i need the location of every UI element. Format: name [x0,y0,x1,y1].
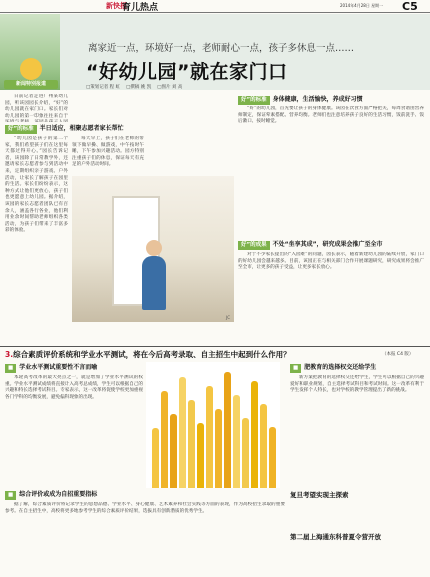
byline-writer: □撰稿 姚 凯 [126,85,152,90]
photo-credit: JC [226,315,230,320]
article-intro: 日前记者走进广州某幼儿园，听该园园长介绍，“好”的幼儿园就在家门口。家长们对幼儿园的第一印象往往来自于 [5,94,68,119]
headline-banner [0,14,430,90]
pencil-shape [161,391,168,488]
masthead [0,0,430,13]
article-subtitle-1: 好”的标准 半日适应，相聚志愿者家长帮忙 [5,124,124,133]
pencil-shape [197,423,204,488]
pencil-shape [242,418,249,488]
pencil-shape [269,427,276,488]
newspaper-logo: 新快报 [106,2,127,10]
article-subtitle-2: 好”的标准 身体健康，生活愉快，养成好习惯 [238,95,363,104]
byline-photo: □图片 刘 高 [157,85,183,90]
article-column-4: 对于不少家长提出的“入园难”的问题，园长表示，随着新建幼儿园的陆续开放，家门口的好幼儿园会越来越多。目前，该园正在与相关部门合作开展课题研究，研究成果将会推广至全市，让更多的孩子受益，让更多家长放心。 [238,252,424,271]
pencil-shape [215,409,222,488]
pencil-shape [233,395,240,488]
article-photo [72,176,234,322]
child-image [142,256,166,310]
section-3-subtitle-e: 第二届上海通东科普夏令营开放 [290,533,381,541]
pencil-shape [170,414,177,488]
section-3-column-a: 本轮高考改革的最大亮点之一，就是增加了学业水平测试的权重。学业水平测试成绩将直接计入高考总成绩，学生可以根据自己的兴趣和特长选择考试科目。专家表示，这一改革将促使学校更加重视各门学科的均衡发展，避免偏科现象的出现。 [5,375,143,400]
section-3-column-b: 据了解，综合素质评价将记录学生的思想品德、学业水平、身心健康、艺术素养和社会实践等方面的表现，作为高校招生录取的重要参考。在自主招生中，高校将更多地参考学生的综合素质评价结果，选拔具有创新潜质的优秀学生。 [5,502,285,514]
byline-planner: □策划记者 程 虹 [86,85,121,90]
section-3-title: 3.综合素质评价系统和学业水平测试，将在今后高考录取、自主招生中起到什么作用？ [5,350,291,359]
article-column-2: 每天早上，孩子们在老师的带领下做早操、做游戏，中午按时午睡，下午参加兴趣活动。园方特别注重孩子们的休息，保证每天有充足的户外活动时间。 [72,136,144,168]
article-subtitle-3: 好”的成果 不处“坐享其成”，研究成果会推广至全市 [238,240,383,249]
section-divider [0,346,430,347]
article-column-3: “好”的幼儿园，首先要让孩子的身体健康。该园在饮食方面严格把关，每周食谱由营养师制定，保证荤素搭配、营养均衡。老师们也注意培养孩子良好的生活习惯，饭前洗手、饭后漱口、按时睡觉。 [238,106,424,125]
pencil-shape [188,400,195,488]
pencil-shape [224,372,231,488]
main-headline: “好幼儿园”就在家门口 [86,61,288,83]
child-head-image [146,240,162,256]
headline-subhead: 离家近一点，环境好一点，老师耐心一点，孩子多休息一点…… [88,43,355,54]
section-title: 育儿热点 [122,3,159,13]
pencil-shape [260,404,267,488]
bylines [86,84,326,90]
section-3-subtitle-a: ■ 学业水平测试重要性不言而喻 [5,363,97,372]
issue-date: 2014年4月28日 星期一 [340,3,384,8]
pencil-shape [152,428,159,488]
pencil-shape [206,386,213,488]
pencils-illustration [146,362,280,488]
section-3-byline: （本报 C4 版） [382,352,414,357]
section-3-subtitle-c: ■ 肥教育的选择权交还给学生 [290,363,376,372]
section-3-subtitle-b: ■ 综合评价或成为自招重要指标 [5,490,97,499]
section-3-header [0,348,430,360]
pencil-shape [251,381,258,488]
page-number: C5 [402,0,418,13]
section-3-subtitle-d: 复旦考望实现主探索 [290,491,349,499]
pencil-shape [179,377,186,488]
section-3-column-c: 新方案把教育的选择权交还给学生，学生可以根据自己的兴趣爱好和职业规划，自主选择考试科目和考试时间。这一改革有利于学生发挥个人特长，也对学校的教学管理提出了新的挑战。 [290,375,424,394]
sun-illustration [20,58,42,80]
special-report-badge: 新闻特别报道 [4,80,58,89]
article-column-1: “幼儿园是孩子的第二个家，我们希望孩子们在这里每天都过得开心。”园长告诉记者，该园除了日常教学外，还邀请家长志愿者参与到活动中来，定期组织亲子游戏、户外活动，让家长了解孩子在园里的生活。家长们纷纷表示，这种方式让他们更放心，孩子们也更愿意上幼儿园。据介绍，该园的家长志愿者团队已有百余人，涵盖各行各业，他们利用业余时间帮助老师组织各类活动，为孩子们带来了丰富多彩的体验。 [5,136,68,234]
